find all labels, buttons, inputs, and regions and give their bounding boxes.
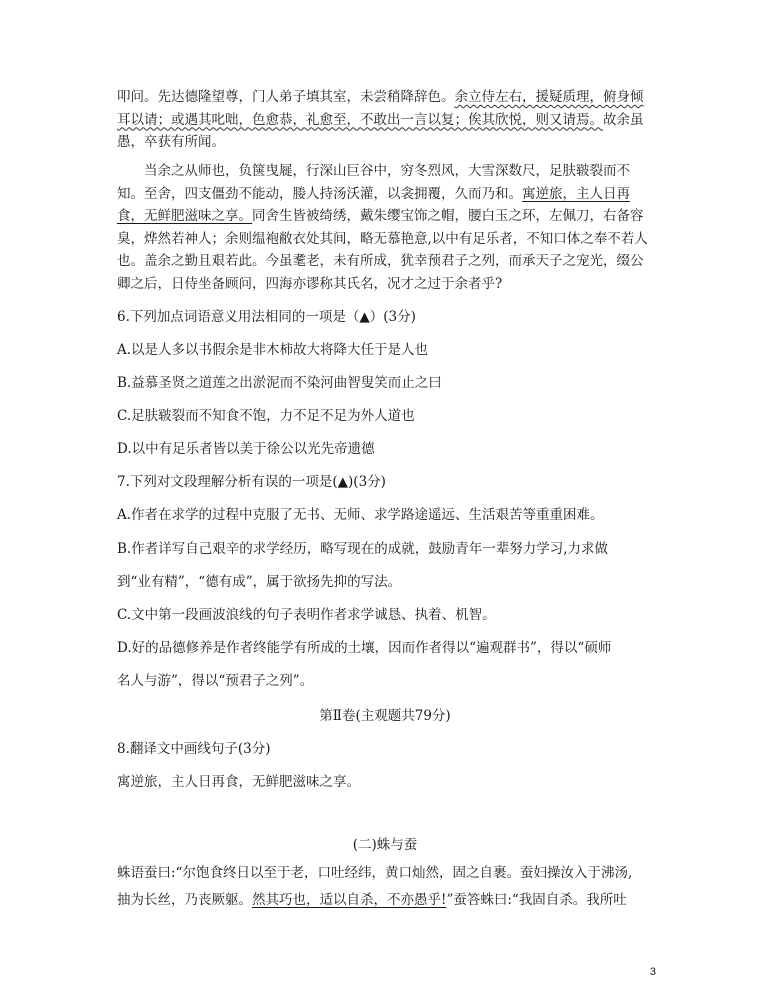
- paragraph-1-text-start: 叩问。先达德隆望尊，门人弟子填其室，未尝稍降辞色。: [117, 89, 455, 105]
- question-6-stem: 6.下列加点词语意义用法相同的一项是（▲）(3分): [117, 309, 416, 325]
- question-8-sentence: 寓逆旅，主人日再食，无鲜肥滋味之享。: [117, 774, 360, 790]
- question-6-option-a: A.以是人多以书假余是非木柿故大将降大任于是人也: [117, 342, 429, 358]
- question-7-option-b-line-2: 到“业有精”，“德有成”，属于欲扬先抑的写法。: [117, 574, 402, 590]
- passage-2-line-1: 蛛语蚕曰:“尔饱食终日以至于老，口吐经纬，黄口灿然，固之自裹。蚕妇操汝入于沸汤,: [117, 865, 633, 881]
- passage-2-line-2: [117, 888, 677, 908]
- question-8-stem: 8.翻译文中画线句子(3分): [117, 741, 271, 757]
- passage-2-line-2-end: ”蚕答蛛曰:“我固自杀。我所吐: [446, 892, 627, 908]
- paragraph-2-text-start: 当余之从师也，负箧曳屣，行深山巨谷中，穷冬烈风，大雪深数尺，足肤皲裂而不知。至舍，四支僵劲不能动，媵人持汤沃灌，以衾拥覆，久而乃和。: [117, 163, 630, 202]
- passage-2-title: (二)蛛与蚕: [352, 837, 418, 853]
- paragraph-1-text-end: 故余虽愚，卒获有所闻。: [117, 111, 644, 150]
- passage-2-line-2-start: 抽为长丝，乃丧厥躯。: [117, 892, 252, 908]
- question-7-option-d-line-1: D.好的品德修养是作者终能学有所成的土壤，因而作者得以“遍观群书”，得以“硕师: [117, 640, 612, 656]
- question-7-stem: 7.下列对文段理解分析有误的一项是(▲)(3分): [117, 474, 386, 490]
- question-7-option-b-line-1: B.作者详写自己艰辛的求学经历，略写现在的成就，鼓励青年一辈努力学习,力求做: [117, 541, 609, 557]
- passage-2-underlined-sentence: 然其巧也，适以自杀，不亦愚乎!: [252, 892, 447, 908]
- question-7-option-c: C.文中第一段画波浪线的句子表明作者求学诚恳、执着、机智。: [117, 607, 496, 623]
- passage-paragraph-2: [117, 160, 655, 295]
- question-6-option-d: D.以中有足乐者皆以美于徐公以光先帝遗德: [117, 441, 375, 457]
- question-7-option-a: A.作者在求学的过程中克服了无书、无师、求学路途遥远、生活艰苦等重重困难。: [117, 507, 604, 523]
- page-number: 3: [649, 966, 656, 978]
- question-6-option-b: B.益慕圣贤之道莲之出淤泥而不染河曲智叟笑而止之曰: [117, 375, 442, 391]
- paragraph-2-text-end: 同舍生皆被绮绣，戴朱缨宝饰之帽，腰白玉之环，左佩刀，右备容臭，烨然若神人；余则缊袍敝衣处其间，略无慕艳意,以中有足乐者，不知口体之奉不若人也。盖余之勤且艰若此。今虽耄老，未有所成，犹幸预君子之列，而承天子之宠光，缀公卿之后，日侍坐备顾问，四海亦谬称其氏名，况才之过于余者乎?: [117, 208, 648, 292]
- passage-paragraph-1: [117, 86, 655, 154]
- question-6-option-c: C.足肤皲裂而不知食不饱，力不足不足为外人道也: [117, 408, 415, 424]
- question-7-option-d-line-2: 名人与游”，得以“预君子之列”。: [117, 673, 314, 689]
- section-2-heading: 第Ⅱ卷(主观题共79分): [319, 708, 451, 724]
- wavy-underlined-sentence: 余立侍左右，援疑质理，俯身倾耳以请；或遇其叱咄，色愈恭，礼愈至，不敢出一言以复；俟其欣悦，则又请焉。: [117, 89, 644, 128]
- underlined-sentence: 寓逆旅，主人日再食，无鲜肥滋味之享。: [117, 185, 630, 224]
